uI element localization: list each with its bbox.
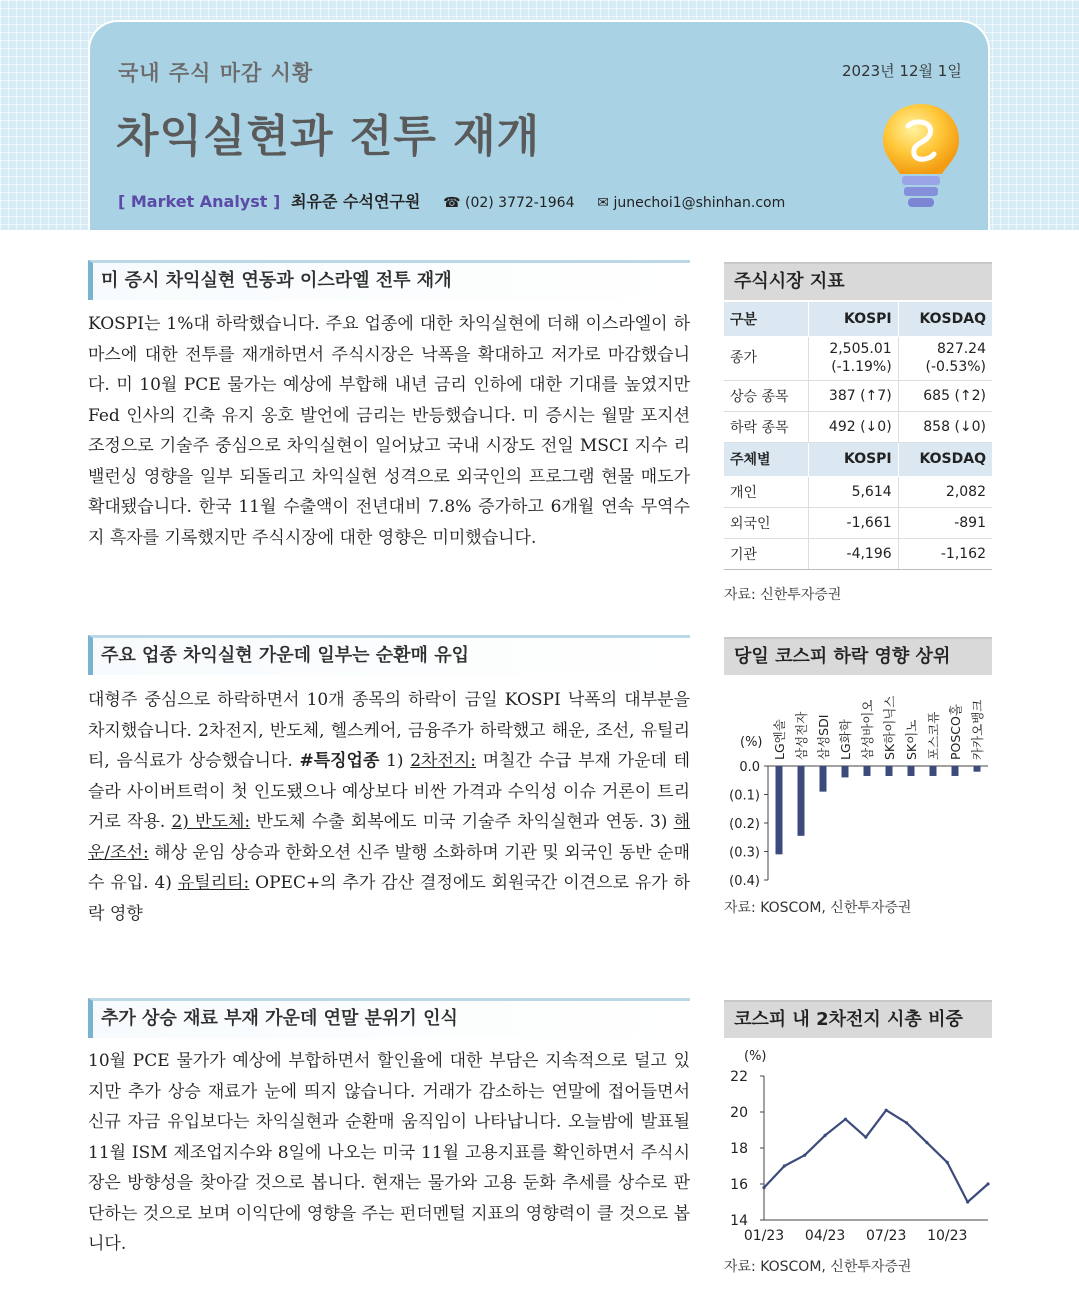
x-tick-label: 10/23 xyxy=(927,1228,968,1244)
section-heading-3: 추가 상승 재료 부재 가운데 연말 분위기 인식 xyxy=(88,998,690,1038)
data-point xyxy=(885,1109,888,1112)
y-tick-label: (0.4) xyxy=(729,874,760,889)
sector-semiconductor-label: 2) 반도체: xyxy=(171,812,251,832)
y-tick-label: (0.1) xyxy=(729,788,760,804)
byline xyxy=(118,189,785,212)
market-table-title: 주식시장 지표 xyxy=(724,262,992,300)
table-row: 외국인 -1,661 -891 xyxy=(724,507,992,538)
report-kicker: 국내 주식 마감 시황 xyxy=(118,61,314,85)
bar xyxy=(864,766,871,776)
table-row: 상승 종목 387 (↑7) 685 (↑2) xyxy=(724,380,992,411)
section-body-2: 대형주 중심으로 하락하면서 10개 종목의 하락이 금일 KOSPI 낙폭의 대부분을 차지했습니다. 2차전지, 반도체, 헬스케어, 금융주가 하락했고 해운, 조선, 유틸리티, 음식료가 상승했습니다. #특징업종 1) 2차전지: 며칠간 수급 부재 가운데 테슬라 사이버트럭이 첫 인도됐으나 예상보다 비싼 가격과 수익성 이슈 거론이 트리거로 작용. 2) 반도체: 반도체 수출 회복에도 미국 기술주 차익실현과 연동. 3) 해운/조선: 해상 운임 상승과 한화오션 신주 발행 소화하며 기관 및 외국인 동반 순매수 유입. 4) 유틸리티: OPEC+의 추가 감산 결정에도 회원국간 이견으로 유가 하락 영향 xyxy=(88,690,691,924)
data-point xyxy=(986,1182,989,1185)
section-heading-2: 주요 업종 차익실현 가운데 일부는 순환매 유입 xyxy=(88,635,690,675)
line-chart-source: 자료: KOSCOM, 신한투자증권 xyxy=(724,1259,912,1275)
x-tick-label: 07/23 xyxy=(866,1228,907,1244)
kospi-drag-bar-chart xyxy=(724,680,992,892)
bar xyxy=(974,766,981,772)
analyst-email[interactable]: ✉ junechoi1@shinhan.com xyxy=(597,195,786,211)
y-tick-label: 20 xyxy=(730,1105,748,1121)
table-row: 개인 5,614 2,082 xyxy=(724,476,992,507)
analyst-name: 최유준 수석연구원 xyxy=(291,192,421,211)
section-heading-1: 미 증시 차익실현 연동과 이스라엘 전투 재개 xyxy=(88,260,690,300)
page-title: 차익실현과 전투 재개 xyxy=(116,111,541,162)
bar xyxy=(776,766,783,854)
y-tick-label: 16 xyxy=(730,1177,748,1193)
y-tick-label: 0.0 xyxy=(739,760,760,775)
category-label: 삼성바이오 xyxy=(860,699,875,760)
data-point xyxy=(905,1121,908,1124)
category-label: 포스코퓨 xyxy=(926,711,941,760)
sector-battery-label: 2차전지: xyxy=(410,751,477,771)
data-point xyxy=(966,1200,969,1203)
report-date: 2023년 12월 1일 xyxy=(842,62,962,80)
battery-weight-line-chart xyxy=(724,1042,992,1252)
data-point xyxy=(844,1118,847,1121)
category-label: POSCO홀 xyxy=(948,704,963,760)
table-row: 종가 2,505.01 (-1.19%) 827.24 (-0.53%) xyxy=(724,336,992,380)
bar xyxy=(820,766,827,792)
bar xyxy=(930,766,937,776)
table-row: 기관 -4,196 -1,162 xyxy=(724,538,992,569)
data-point xyxy=(803,1154,806,1157)
lightbulb-icon xyxy=(878,98,964,218)
x-tick-label: 04/23 xyxy=(804,1228,846,1244)
data-point xyxy=(783,1164,786,1167)
market-table-source: 자료: 신한투자증권 xyxy=(724,587,842,603)
bar-chart-title: 당일 코스피 하락 영향 상위 xyxy=(724,637,992,675)
x-tick-label: 01/23 xyxy=(743,1228,785,1244)
market-indicator-table xyxy=(724,302,992,570)
y-axis-unit: (%) xyxy=(740,735,763,750)
data-point xyxy=(946,1161,949,1164)
bar xyxy=(798,766,805,836)
y-axis-unit: (%) xyxy=(744,1049,767,1064)
category-label: 삼성전자 xyxy=(794,711,809,760)
y-tick-label: (0.3) xyxy=(729,845,760,861)
category-label: SK이노 xyxy=(904,719,919,760)
data-point xyxy=(823,1134,826,1137)
category-label: LG엔솔 xyxy=(772,719,787,760)
category-label: 카카오뱅크 xyxy=(970,699,985,760)
sector-summary: 대형주 중심으로 하락하면서 10개 종목의 하락이 금일 KOSPI 낙폭의 대부분을 차지했습니다. 2차전지, 반도체, 헬스케어, 금융주가 하락했고 해운, 조선, 유틸리티, 음식료가 상승했습니다. xyxy=(88,690,690,771)
data-point xyxy=(864,1136,867,1139)
bar xyxy=(908,766,915,776)
line-chart-title: 코스피 내 2차전지 시총 비중 xyxy=(724,1000,992,1038)
bar xyxy=(952,766,959,776)
y-tick-label: 18 xyxy=(730,1141,748,1157)
series-line xyxy=(764,1110,988,1202)
sector-utility-label: 유틸리티: xyxy=(177,873,250,893)
data-point xyxy=(762,1186,765,1189)
data-point xyxy=(925,1141,928,1144)
table-row: 하락 종목 492 (↓0) 858 (↓0) xyxy=(724,411,992,442)
analyst-phone: ☎ (02) 3772-1964 xyxy=(443,195,575,211)
y-tick-label: 22 xyxy=(730,1069,748,1085)
table-header-row: 주체별 KOSPI KOSDAQ xyxy=(724,442,992,476)
bar-chart-source: 자료: KOSCOM, 신한투자증권 xyxy=(724,900,912,916)
category-label: SK하이닉스 xyxy=(882,695,897,760)
section-body-1: KOSPI는 1%대 하락했습니다. 주요 업종에 대한 차익실현에 더해 이스라엘이 하마스에 대한 전투를 재개하면서 주식시장은 낙폭을 확대하고 저가로 마감했습니다. 미 10월 PCE 물가는 예상에 부합해 내년 금리 인하에 대한 기대를 높였지만 Fed 인사의 긴축 유지 옹호 발언에 금리는 반등했습니다. 미 증시는 월말 포지션 조정으로 기술주 중심으로 차익실현이 일어났고 국내 시장도 전일 MSCI 지수 리밸런싱 영향을 일부 되돌리고 차익실현 성격으로 외국인의 프로그램 현물 매도가 확대됐습니다. 한국 11월 수출액이 전년대비 7.8% 증가하고 6개월 연속 무역수지 흑자를 기록했지만 주식시장에 대한 영향은 미미했습니다. xyxy=(88,314,690,548)
table-header-row: 구분 KOSPI KOSDAQ xyxy=(724,302,992,336)
category-label: LG화학 xyxy=(838,719,853,760)
sector-shipping-label: 해운/조선: xyxy=(88,812,691,863)
category-label: 삼성SDI xyxy=(816,714,831,760)
y-tick-label: (0.2) xyxy=(729,817,760,832)
section-body-3: 10월 PCE 물가가 예상에 부합하면서 할인율에 대한 부담은 지속적으로 덜고 있지만 추가 상승 재료가 눈에 띄지 않습니다. 거래가 감소하는 연말에 접어들면서 신규 자금 유입보다는 차익실현과 순환매 움직임이 나타납니다. 오늘밤에 발표될 11월 ISM 제조업지수와 8일에 나오는 미국 11월 고용지표를 확인하면서 주식시장은 방향성을 찾아갈 것으로 봅니다. 현재는 물가와 고용 둔화 추세를 상수로 판단하는 것으로 보며 이익단에 영향을 주는 펀더멘털 지표의 영향력이 클 것으로 봅니다. xyxy=(88,1051,690,1254)
y-tick-label: 14 xyxy=(730,1213,748,1229)
sector-tag: #특징업종 xyxy=(299,751,380,771)
analyst-tag: [ Market Analyst ] xyxy=(118,192,281,211)
bar xyxy=(842,766,849,777)
bar xyxy=(886,766,893,776)
